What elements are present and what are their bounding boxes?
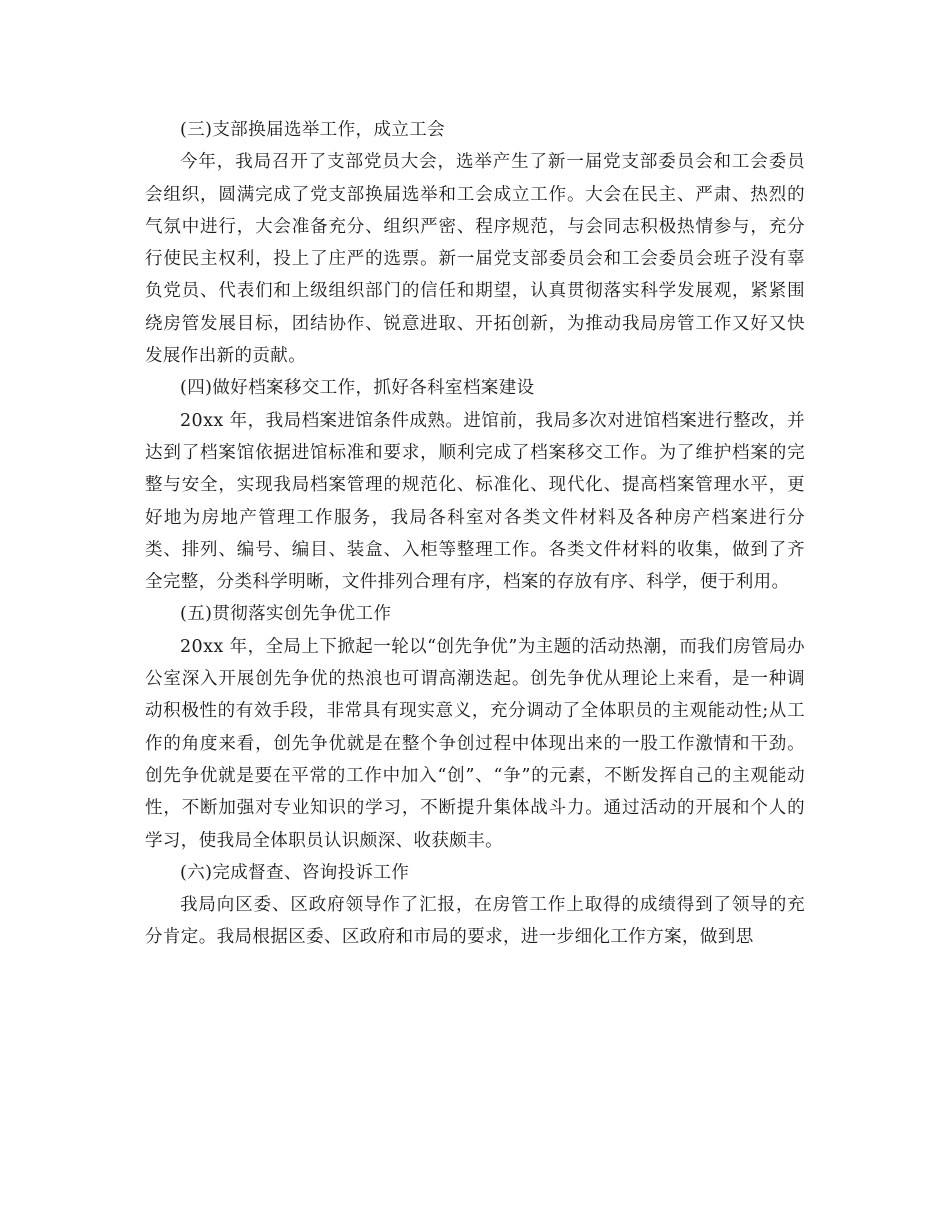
section-heading: (三)支部换届选举工作，成立工会	[180, 120, 446, 140]
section-paragraph: 今年，我局召开了支部党员大会，选举产生了新一届党支部委员会和工会委员会组织，圆满完成了党支部换届选举和工会成立工作。大会在民主、严肃、热烈的气氛中进行，大会准备充分、组织严密、程序规范，与会同志积极热情参与，充分行使民主权利，投上了庄严的选票。新一届党支部委员会和工会委员会班子没有辜负党员、代表们和上级组织部门的信任和期望，认真贯彻落实科学发展观，紧紧围绕房管发展目标，团结协作、锐意进取、开拓创新，为推动我局房管工作又好又快发展作出新的贡献。	[145, 152, 805, 367]
section-heading: (五)贯彻落实创先争优工作	[180, 604, 392, 625]
section-paragraph: 20xx 年，全局上下掀起一轮以“创先争优”为主题的活动热潮，而我们房管局办公室深入开展创先争优的热浪也可谓高潮迭起。创先争优从理论上来看，是一种调动积极性的有效手段，非常具有现实意义，充分调动了全体职员的主观能动性;从工作的角度来看，创先争优就是在整个争创过程中体现出来的一股工作激情和干劲。创先争优就是要在平常的工作中加入“创”、“争”的元素，不断发挥自己的主观能动性，不断加强对专业知识的学习，不断提升集体战斗力。通过活动的开展和个人的学习，使我局全体职员认识颇深、收获颇丰。	[145, 636, 805, 851]
section-paragraph: 20xx 年，我局档案进馆条件成熟。进馆前，我局多次对进馆档案进行整改，并达到了档案馆依据进馆标准和要求，顺利完成了档案移交工作。为了维护档案的完整与安全，实现我局档案管理的规范化、标准化、现代化、提高档案管理水平，更好地为房地产管理工作服务，我局各科室对各类文件材料及各种房产档案进行分类、排列、编号、编目、装盒、入柜等整理工作。各类文件材料的收集，做到了齐全完整，分类科学明晰，文件排列合理有序，档案的存放有序、科学，便于利用。	[145, 410, 805, 593]
section-paragraph: 我局向区委、区政府领导作了汇报，在房管工作上取得的成绩得到了领导的充分肯定。我局根据区委、区政府和市局的要求，进一步细化工作方案，做到思	[145, 895, 805, 948]
section-heading: (四)做好档案移交工作，抓好各科室档案建设	[180, 378, 535, 399]
document-body	[145, 114, 805, 954]
section-heading: (六)完成督查、咨询投诉工作	[180, 862, 410, 883]
